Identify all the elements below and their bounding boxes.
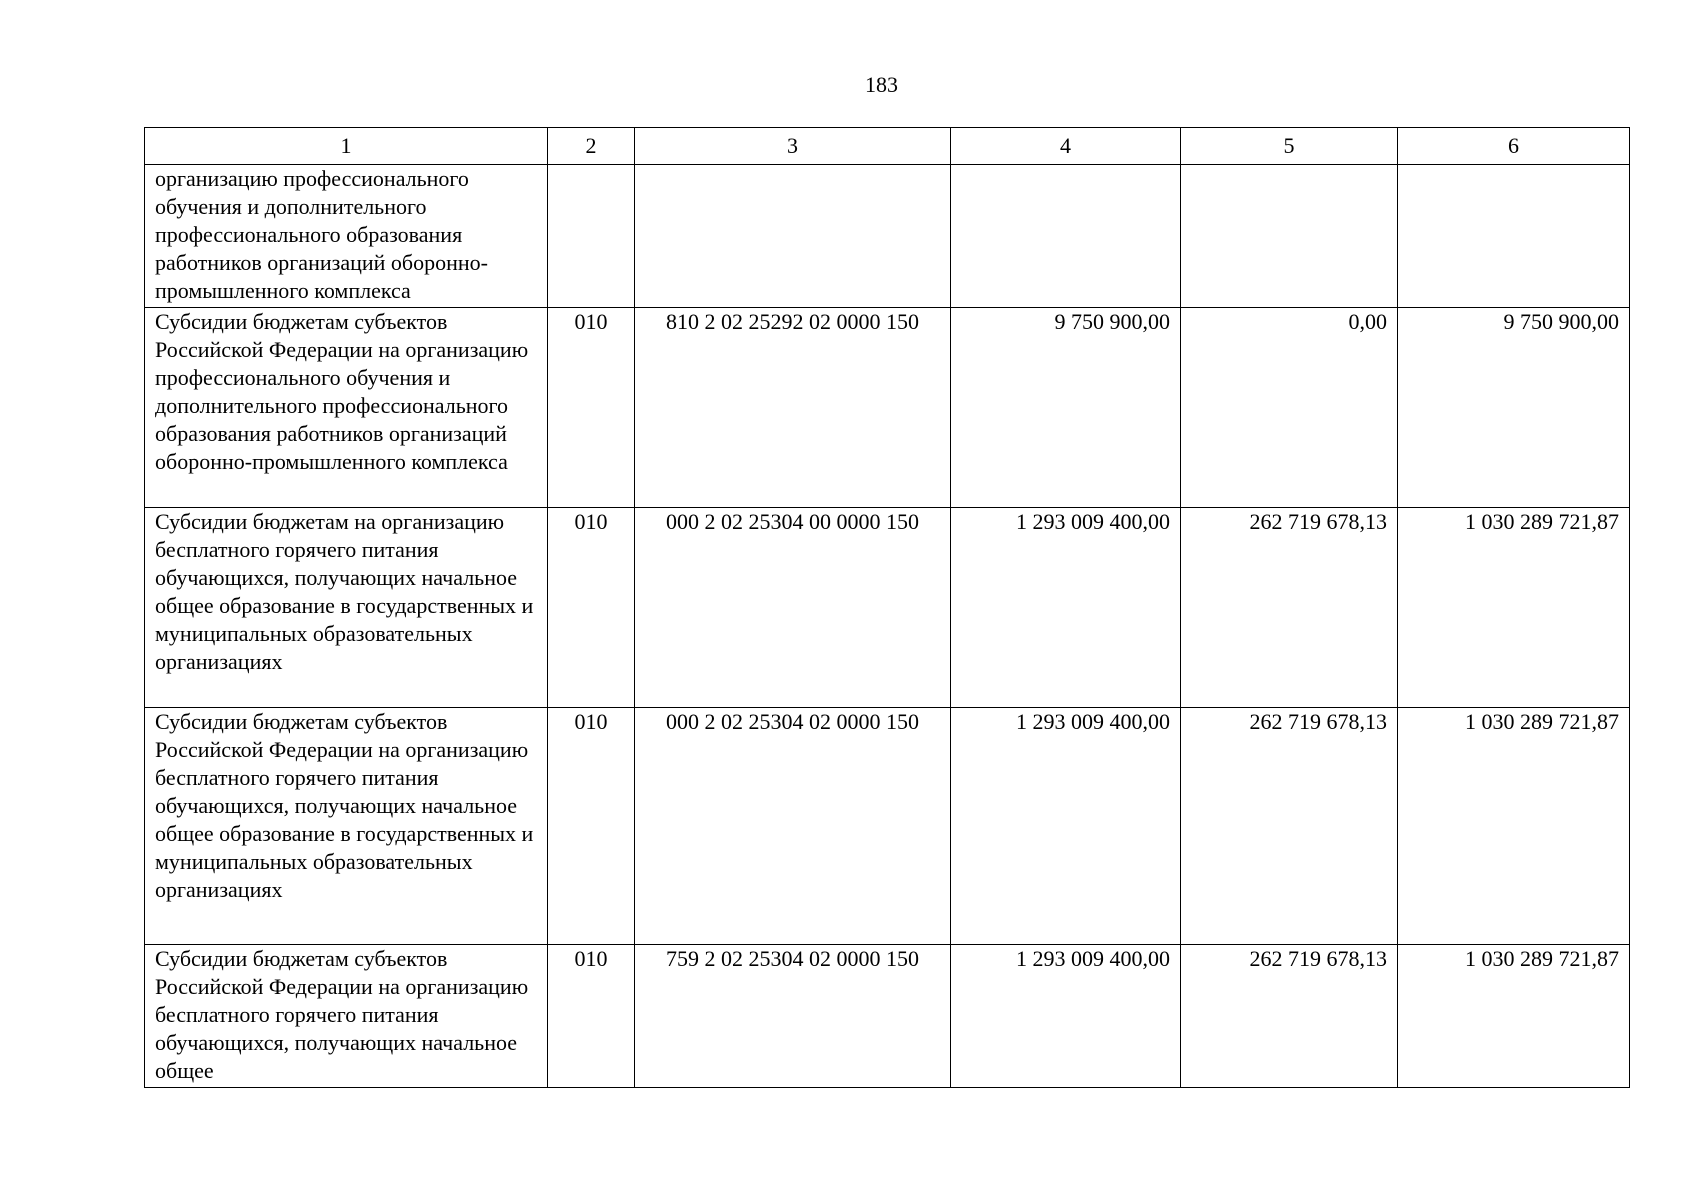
table-row <box>145 308 1630 508</box>
approved-amount-cell: 1 293 009 400,00 <box>951 945 1181 1088</box>
column-header-4: 4 <box>951 128 1181 165</box>
line-code-cell: 010 <box>548 945 635 1088</box>
budget-classification-code-cell: 000 2 02 25304 02 0000 150 <box>635 708 951 945</box>
table-row <box>145 508 1630 708</box>
executed-amount-cell: 0,00 <box>1181 308 1398 508</box>
income-name-cell: Субсидии бюджетам субъектов Российской Федерации на организацию профессионального обучения и дополнительного профессионального образования работников организаций оборонно-промышленного комплекса <box>145 308 548 508</box>
income-name-cell: Субсидии бюджетам субъектов Российской Федерации на организацию бесплатного горячего питания обучающихся, получающих начальное общее <box>145 945 548 1088</box>
column-header-1: 1 <box>145 128 548 165</box>
table-row <box>145 708 1630 945</box>
unexecuted-amount-cell: 1 030 289 721,87 <box>1398 708 1630 945</box>
budget-classification-code-cell: 810 2 02 25292 02 0000 150 <box>635 308 951 508</box>
column-header-3: 3 <box>635 128 951 165</box>
unexecuted-amount-cell: 1 030 289 721,87 <box>1398 508 1630 708</box>
line-code-cell: 010 <box>548 508 635 708</box>
unexecuted-amount-cell <box>1398 165 1630 308</box>
executed-amount-cell: 262 719 678,13 <box>1181 708 1398 945</box>
column-header-5: 5 <box>1181 128 1398 165</box>
line-code-cell: 010 <box>548 308 635 508</box>
budget-classification-code-cell <box>635 165 951 308</box>
executed-amount-cell <box>1181 165 1398 308</box>
income-name-cell: организацию профессионального обучения и дополнительного профессионального образования работников организаций оборонно-промышленного комплекса <box>145 165 548 308</box>
approved-amount-cell: 9 750 900,00 <box>951 308 1181 508</box>
income-name-cell: Субсидии бюджетам субъектов Российской Федерации на организацию бесплатного горячего питания обучающихся, получающих начальное общее образование в государственных и муниципальных образовательных организациях <box>145 708 548 945</box>
line-code-cell: 010 <box>548 708 635 945</box>
executed-amount-cell: 262 719 678,13 <box>1181 945 1398 1088</box>
table-row <box>145 165 1630 308</box>
budget-table <box>144 127 1630 1088</box>
budget-classification-code-cell: 000 2 02 25304 00 0000 150 <box>635 508 951 708</box>
column-header-6: 6 <box>1398 128 1630 165</box>
page-number: 183 <box>865 72 898 97</box>
approved-amount-cell <box>951 165 1181 308</box>
executed-amount-cell: 262 719 678,13 <box>1181 508 1398 708</box>
unexecuted-amount-cell: 9 750 900,00 <box>1398 308 1630 508</box>
line-code-cell <box>548 165 635 308</box>
approved-amount-cell: 1 293 009 400,00 <box>951 508 1181 708</box>
unexecuted-amount-cell: 1 030 289 721,87 <box>1398 945 1630 1088</box>
table-header-row <box>145 128 1630 165</box>
income-name-cell: Субсидии бюджетам на организацию бесплатного горячего питания обучающихся, получающих начальное общее образование в государственных и муниципальных образовательных организациях <box>145 508 548 708</box>
approved-amount-cell: 1 293 009 400,00 <box>951 708 1181 945</box>
budget-classification-code-cell: 759 2 02 25304 02 0000 150 <box>635 945 951 1088</box>
column-header-2: 2 <box>548 128 635 165</box>
table-row <box>145 945 1630 1088</box>
